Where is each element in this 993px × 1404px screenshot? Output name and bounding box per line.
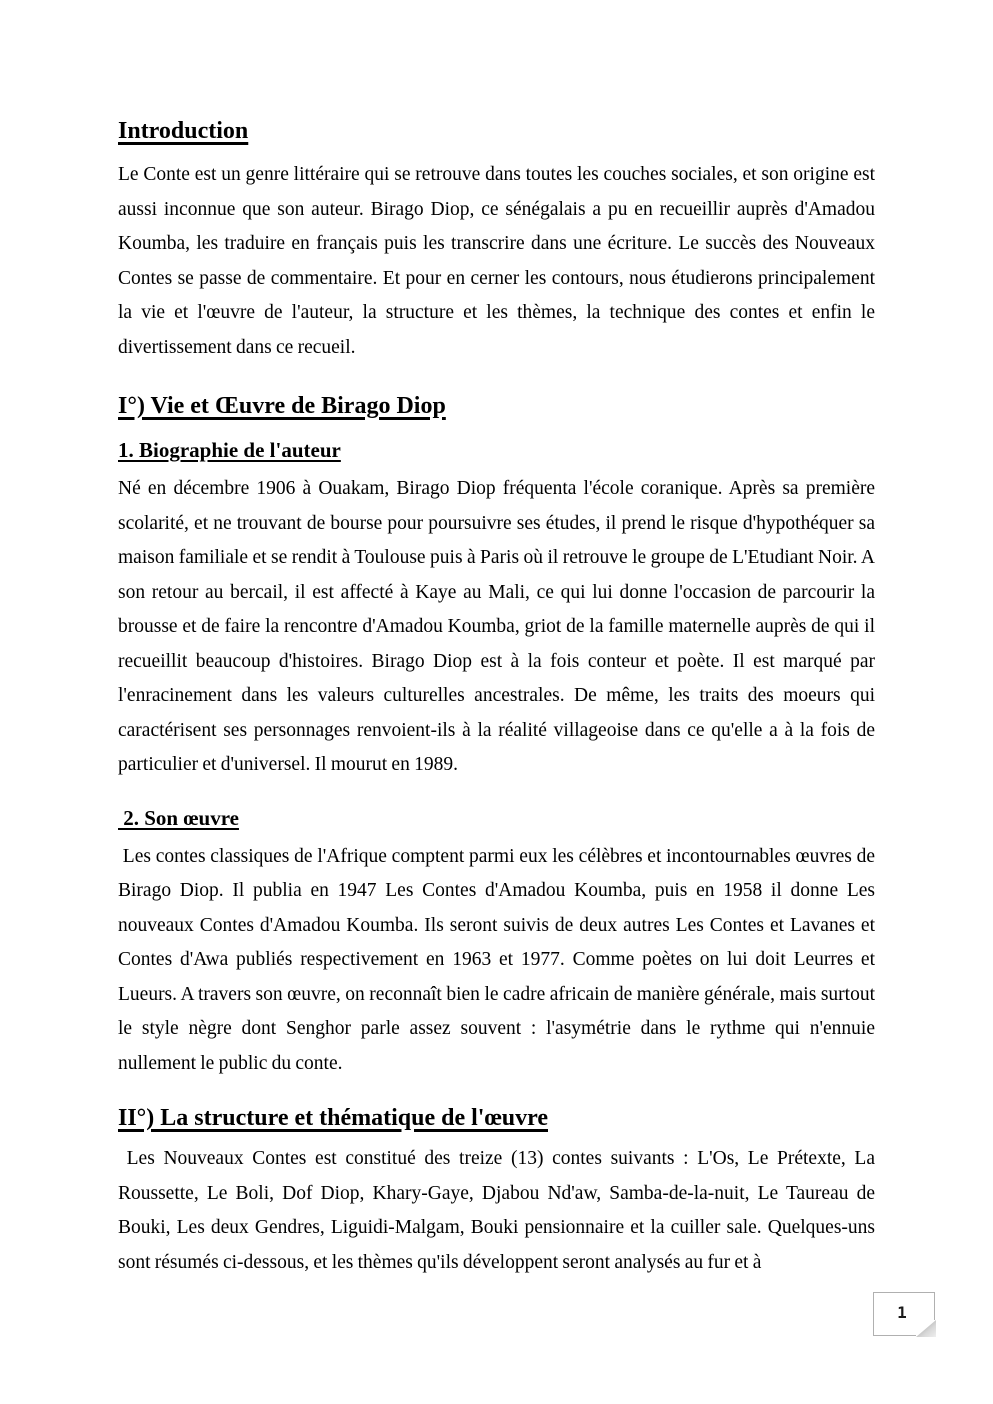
heading-section-2-structure-thematique: II°) La structure et thématique de l'œuvre — [118, 1105, 548, 1131]
heading-son-oeuvre: 2. Son œuvre — [118, 805, 239, 830]
page-number: 1 — [897, 1302, 907, 1322]
paragraph-son-oeuvre: Les contes classiques de l'Afrique comptent parmi eux les célèbres et incontournables œuvres de Birago Diop. Il publia en 1947 Les Contes d'Amadou Koumba, puis en 1958 il donne Les nouveaux Contes d'Amadou Koumba. Ils seront suivis de deux autres Les Contes et Lavanes et Contes d'Awa publiés respectivement en 1963 et 1977. Comme poètes on lui doit Leurres et Lueurs. A travers son œuvre, on reconnaît bien le cadre africain de manière générale, mais surtout le style nègre dont Senghor parle assez souvent : l'asymétrie dans le rythme qui n'ennuie nullement le public du conte. — [118, 845, 880, 1074]
paragraph-introduction: Le Conte est un genre littéraire qui se retrouve dans toutes les couches sociales, et son origine est aussi inconnue que son auteur. Birago Diop, ce sénégalais a pu en recueillir auprès d'Amadou Koumba, les traduire en français puis les transcrire dans une écriture. Le succès des Nouveaux Contes se passe de commentaire. Et pour en cerner les contours, nous étudierons principalement la vie et l'œuvre de l'auteur, la structure et les thèmes, la technique des contes et enfin le divertissement dans ce recueil. — [118, 164, 880, 358]
heading-section-1-vie-et-oeuvre: I°) Vie et Œuvre de Birago Diop — [118, 393, 446, 419]
folded-corner-icon — [916, 1320, 936, 1337]
heading-biographie-auteur: 1. Biographie de l'auteur — [118, 438, 341, 462]
page-number-badge — [873, 1292, 935, 1336]
paragraph-biographie: Né en décembre 1906 à Ouakam, Birago Diop fréquenta l'école coranique. Après sa première scolarité, et ne trouvant de bourse pour poursuivre ses études, il prend le risque d'hypothéquer sa maison familiale et se rendit à Toulouse puis à Paris où il retrouve le groupe de L'Etudiant Noir. A son retour au bercail, il est affecté à Kaye au Mali, ce qui lui donne l'occasion de parcourir la brousse et de faire la rencontre d'Amadou Koumba, griot de la famille maternelle auprès de qui il recueillit beaucoup d'histoires. Birago Diop est à la fois conteur et poète. Il est marqué par l'enracinement dans les valeurs culturelles ancestrales. De même, les traits des moeurs qui caractérisent ses personnages renvoient-ils à la réalité villageoise dans ce qu'elle a à la fois de particulier et d'universel. Il mourut en 1989. — [118, 478, 880, 775]
heading-introduction: Introduction — [118, 118, 249, 144]
paragraph-structure-contes: Les Nouveaux Contes est constitué des treize (13) contes suivants : L'Os, Le Prétexte, La Roussette, Le Boli, Dof Diop, Khary-Gaye, Djabou Nd'aw, Samba-de-la-nuit, Le Taureau de Bouki, Les deux Gendres, Liguidi-Malgam, Bouki pensionnaire et la cuiller sale. Quelques-uns sont résumés ci-dessous, et les thèmes qu'ils développent seront analysés au fur et à — [118, 1148, 880, 1273]
